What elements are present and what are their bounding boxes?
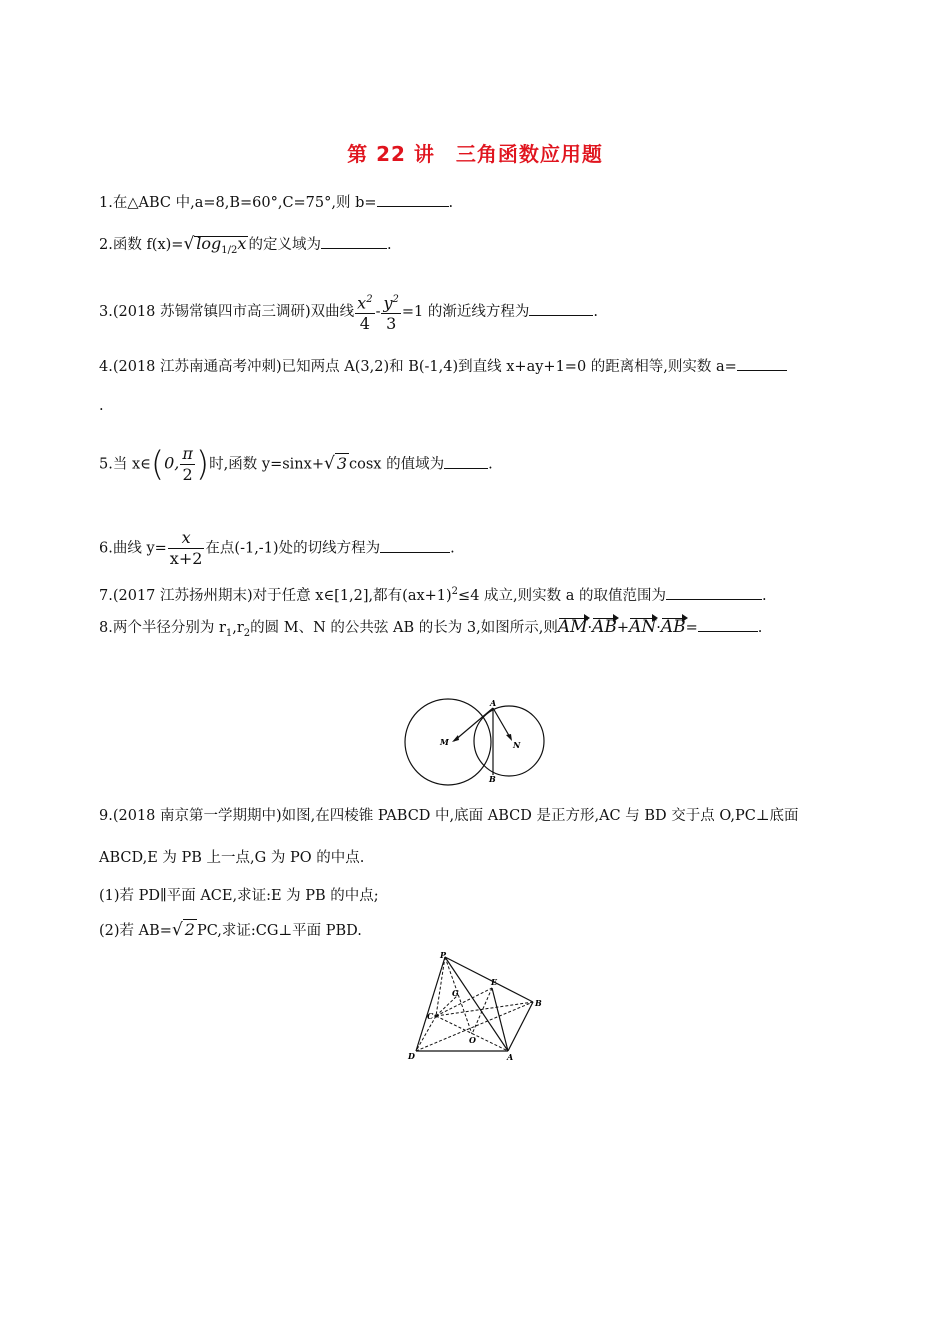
q2-suffix: 的定义域为 <box>248 237 321 253</box>
label-m: M <box>440 737 449 747</box>
pyramid-figure <box>405 950 545 1065</box>
q9-root: 2 <box>184 920 195 939</box>
vector-ab-2: AB <box>660 617 686 637</box>
q7-prefix: 7.(2017 江苏扬州期末)对于任意 x∈[1,2],都有(ax+1) <box>99 587 452 604</box>
edge-pd <box>416 957 445 1051</box>
segment-an <box>493 708 511 739</box>
answer-blank-5 <box>444 454 488 469</box>
answer-blank-7 <box>666 585 762 600</box>
segment-ea <box>492 988 508 1051</box>
segment-cg <box>436 995 458 1016</box>
q2-log-base: 1/2 <box>221 244 238 256</box>
question-6 <box>99 528 455 569</box>
question-8 <box>99 617 762 644</box>
question-5 <box>99 444 493 485</box>
q5-zero: 0, <box>164 453 180 473</box>
q8-eq: = <box>685 620 698 636</box>
answer-blank-3 <box>529 301 593 316</box>
q2-log: log <box>196 234 222 253</box>
q5-left-paren: ( <box>150 444 165 485</box>
q9-part2-suffix: PC,求证:CG⊥平面 PBD. <box>196 923 362 939</box>
q5-prefix: 5.当 x∈ <box>99 456 151 473</box>
q6-frac <box>168 528 205 569</box>
q8-prefix: 8.两个半径分别为 r <box>99 620 226 636</box>
q8-dot1: · <box>587 620 593 636</box>
q9-part2-prefix: (2)若 AB= <box>99 923 172 939</box>
q6-end: . <box>450 540 455 557</box>
label-e: E <box>491 977 498 987</box>
q7-suffix: ≤4 成立,则实数 a 的取值范围为 <box>458 587 667 604</box>
radical-sign: √ <box>171 920 183 940</box>
answer-blank-1 <box>377 192 449 207</box>
label-a: A <box>490 698 497 708</box>
page-title: 第 22 讲 三角函数应用题 <box>347 142 603 166</box>
q3-frac-x <box>355 290 374 334</box>
q3-minus: - <box>375 304 381 321</box>
q6-prefix: 6.曲线 y= <box>99 540 167 557</box>
q5-end: . <box>488 456 493 473</box>
q3-frac2-num: y <box>383 293 393 313</box>
arrow-m <box>452 735 459 742</box>
label-b: B <box>489 774 496 784</box>
q8-dot2: · <box>656 620 661 636</box>
edge-pa <box>445 957 508 1051</box>
vector-am: AM <box>557 617 588 637</box>
two-circles-figure <box>400 695 550 795</box>
q3-frac-y <box>381 290 400 334</box>
q5-pi: π <box>182 444 193 463</box>
q3-frac2-den: 3 <box>386 314 397 334</box>
q7-end: . <box>762 587 767 604</box>
q8-plus: + <box>616 620 630 636</box>
question-7 <box>99 582 767 606</box>
q3-frac1-num: x <box>357 293 367 313</box>
q3-sq1: 2 <box>366 294 373 305</box>
edge-pc <box>436 957 445 1016</box>
question-9-line1: 9.(2018 南京第一学期期中)如图,在四棱锥 PABCD 中,底面 ABCD 是正方形,AC 与 BD 交于点 O,PC⊥底面 <box>99 808 799 824</box>
q5-suffix: cosx 的值域为 <box>349 456 445 473</box>
q5-right-paren: ) <box>195 444 210 485</box>
label-c: C <box>427 1011 434 1021</box>
q5-root: 3 <box>336 453 348 473</box>
label-g: G <box>452 988 459 998</box>
answer-blank-6 <box>380 538 450 553</box>
question-9-part2 <box>99 920 362 941</box>
vector-ab: AB <box>592 617 617 637</box>
question-2 <box>99 234 392 261</box>
q8-mid2: 的圆 M、N 的公共弦 AB 的长为 3,如图所示,则 <box>250 620 558 636</box>
answer-blank-4 <box>737 356 787 371</box>
radical-sign: √ <box>323 453 335 474</box>
q2-base-num: 1 <box>221 244 228 256</box>
label-n: N <box>513 740 521 750</box>
segment-eo <box>472 988 492 1034</box>
label-a: A <box>507 1052 514 1062</box>
q5-mid: 时,函数 y=sinx+ <box>209 456 324 473</box>
question-1 <box>99 192 453 213</box>
label-p: P <box>440 950 447 960</box>
q3-frac1-den: 4 <box>359 314 370 334</box>
q2-base-den: 2 <box>231 244 238 256</box>
answer-blank-2 <box>321 234 387 249</box>
q5-two: 2 <box>182 465 193 484</box>
label-d: D <box>408 1051 415 1061</box>
q3-suffix: =1 的渐近线方程为 <box>401 304 530 321</box>
question-3 <box>99 290 598 334</box>
q1-end: . <box>448 195 454 211</box>
label-o: O <box>469 1035 476 1045</box>
q2-end: . <box>386 237 392 253</box>
q3-sq2: 2 <box>392 294 399 305</box>
arrow-n <box>506 734 512 741</box>
q6-suffix: 在点(-1,-1)处的切线方程为 <box>205 540 381 557</box>
q8-mid1: ,r <box>232 620 244 636</box>
q2-prefix: 2.函数 f(x)= <box>99 237 184 253</box>
q4-text: 4.(2018 江苏南通高考冲刺)已知两点 A(3,2)和 B(-1,4)到直线 x+ay+1=0 的距离相等,则实数 a= <box>99 359 737 375</box>
edge-ab <box>508 1002 533 1051</box>
q1-text: 1.在△ABC 中,a=8,B=60°,C=75°,则 b= <box>99 195 377 211</box>
circle-n <box>474 706 544 776</box>
q6-den: x+2 <box>169 549 203 568</box>
q2-var: x <box>237 234 247 253</box>
question-4 <box>99 356 787 377</box>
question-9-part1: (1)若 PD∥平面 ACE,求证:E 为 PB 的中点; <box>99 888 379 904</box>
q8-sub1: 1 <box>225 627 233 639</box>
question-9-line2: ABCD,E 为 PB 上一点,G 为 PO 的中点. <box>99 850 365 866</box>
edge-cd <box>416 1016 436 1051</box>
label-b: B <box>535 998 542 1008</box>
q2-radicand <box>194 234 248 256</box>
q5-pi-over-2 <box>180 444 195 485</box>
vector-an: AN <box>629 617 657 637</box>
q6-num: x <box>168 528 205 549</box>
point-c <box>434 1014 437 1017</box>
question-4-end: . <box>99 398 104 414</box>
q3-prefix: 3.(2018 苏锡常镇四市高三调研)双曲线 <box>99 304 355 321</box>
q8-end: . <box>757 620 763 636</box>
q8-sub2: 2 <box>243 627 251 639</box>
q3-end: . <box>593 304 598 321</box>
q7-sq: 2 <box>451 586 459 597</box>
radical-sign: √ <box>183 234 195 254</box>
answer-blank-8 <box>698 617 758 632</box>
